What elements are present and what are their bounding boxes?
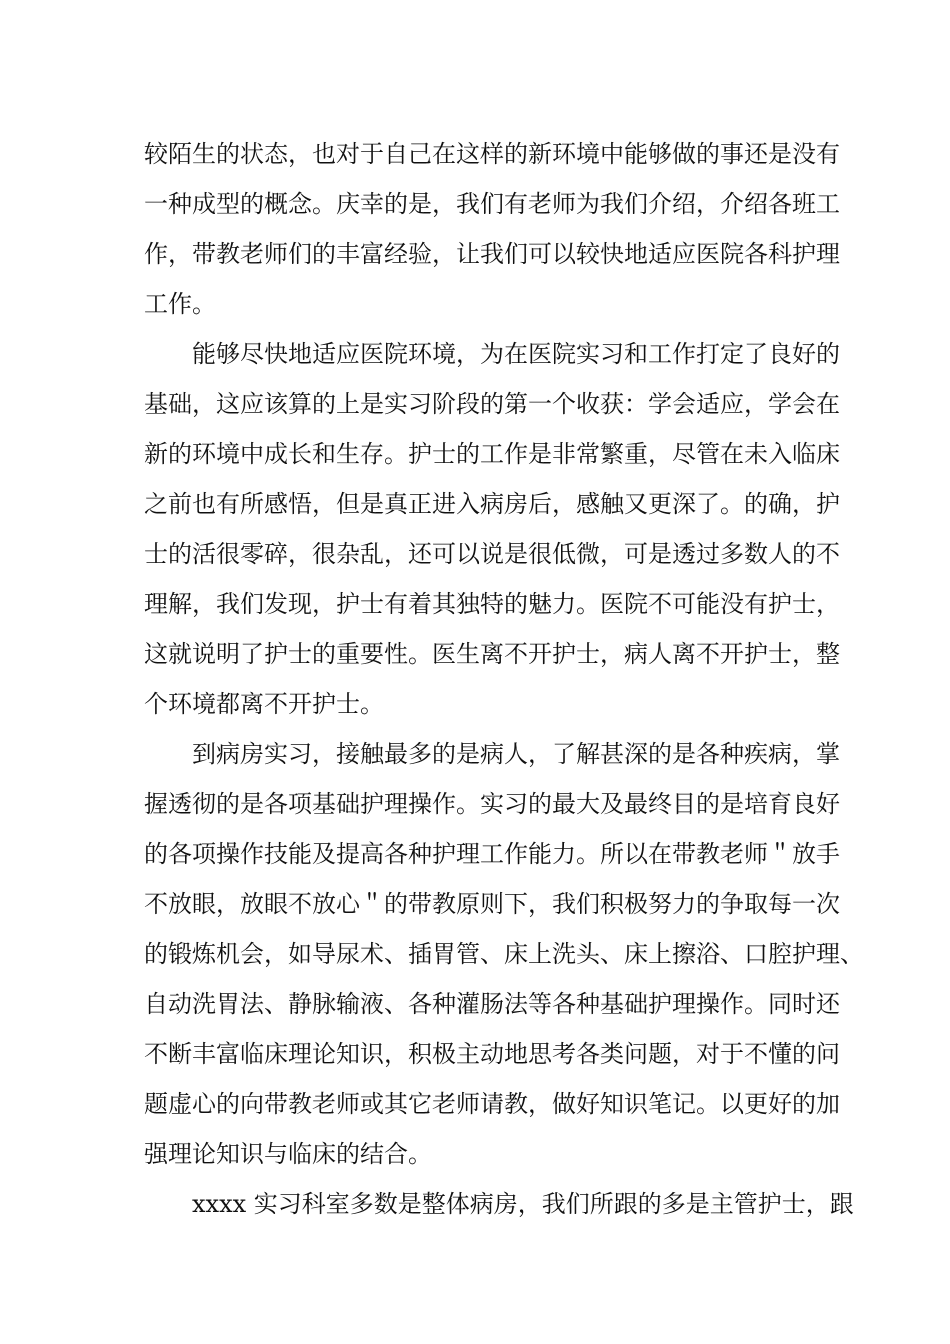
text-line: 自动洗胃法、静脉输液、各种灌肠法等各种基础护理操作。同时还 [144,990,840,1018]
text-line: 新的环境中成长和生存。护士的工作是非常繁重，尽管在未入临床 [144,440,840,468]
text-line: 较陌生的状态，也对于自己在这样的新环境中能够做的事还是没有 [144,140,840,168]
text-line: 不断丰富临床理论知识，积极主动地思考各类问题，对于不懂的问 [144,1040,840,1068]
text-line: 不放眼，放眼不放心＂的带教原则下，我们积极努力的争取每一次 [144,890,840,918]
text-line: 工作。 [144,290,216,318]
paragraph-start-line: 到病房实习，接触最多的是病人，了解甚深的是各种疾病，掌 [192,740,840,768]
text-line: 的锻炼机会，如导尿术、插胃管、床上洗头、床上擦浴、口腔护理、 [144,940,864,968]
paragraph-start-line: xxxx 实习科室多数是整体病房，我们所跟的多是主管护士，跟 [192,1190,854,1218]
text-line: 之前也有所感悟，但是真正进入病房后，感触又更深了。的确，护 [144,490,840,518]
text-line: 士的活很零碎，很杂乱，还可以说是很低微，可是透过多数人的不 [144,540,840,568]
text-line: 基础，这应该算的上是实习阶段的第一个收获：学会适应，学会在 [144,390,840,418]
text-line: 题虚心的向带教老师或其它老师请教，做好知识笔记。以更好的加 [144,1090,840,1118]
text-line: 这就说明了护士的重要性。医生离不开护士，病人离不开护士，整 [144,640,840,668]
paragraph-start-line: 能够尽快地适应医院环境，为在医院实习和工作打定了良好的 [192,340,840,368]
document-body [144,129,864,1229]
text-line: 一种成型的概念。庆幸的是，我们有老师为我们介绍，介绍各班工 [144,190,840,218]
text-line: 强理论知识与临床的结合。 [144,1140,432,1168]
text-line: 的各项操作技能及提高各种护理工作能力。所以在带教老师＂放手 [144,840,840,868]
text-line: 握透彻的是各项基础护理操作。实习的最大及最终目的是培育良好 [144,790,840,818]
text-line: 理解，我们发现，护士有着其独特的魅力。医院不可能没有护士， [144,590,840,618]
text-line: 个环境都离不开护士。 [144,690,384,718]
text-line: 作，带教老师们的丰富经验，让我们可以较快地适应医院各科护理 [144,240,840,268]
